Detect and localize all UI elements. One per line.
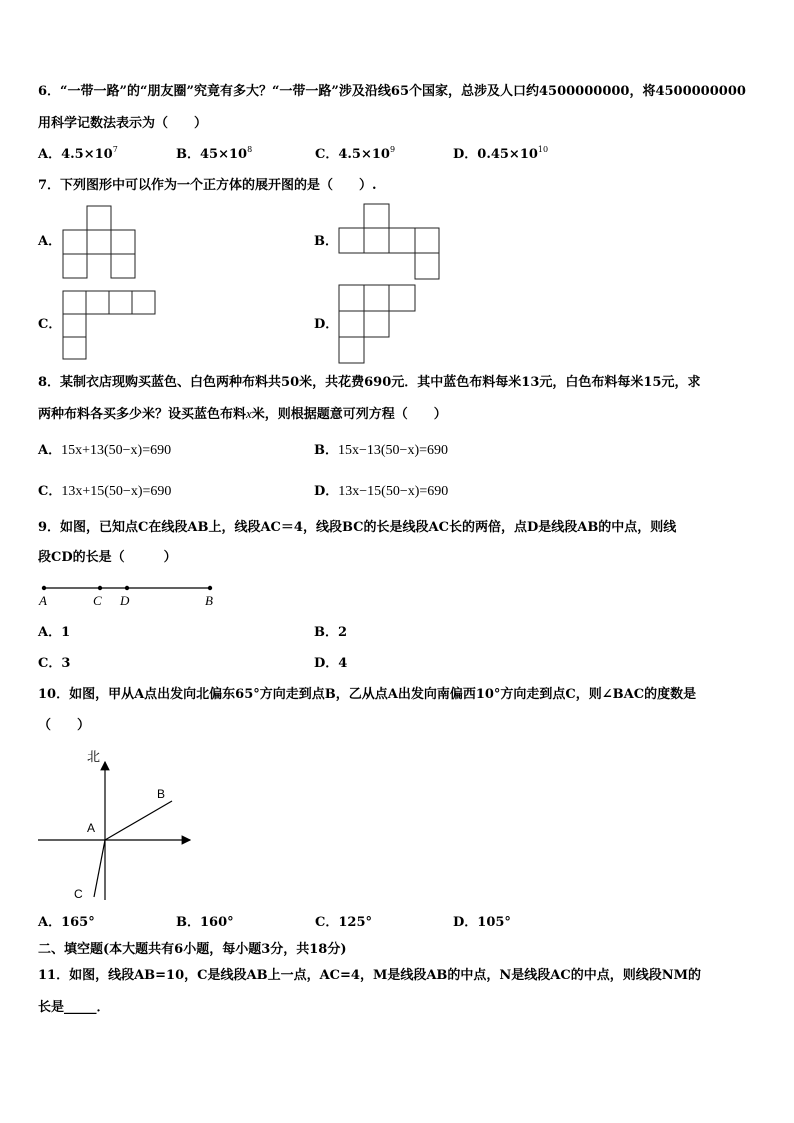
q6-stem-line2: 用科学记数法表示为（ ） (38, 116, 208, 131)
q7-net-a (62, 205, 140, 279)
q9-point-c-label: C (93, 593, 102, 608)
q9-point-b-label: B (205, 593, 213, 608)
q6-option-a (38, 147, 118, 163)
q10-option-c: C．125° (315, 915, 372, 930)
q9-option-d: D．4 (314, 656, 348, 671)
q7-label-a: A． (38, 234, 62, 249)
q8-option-c (38, 484, 171, 500)
q10-point-b-label: B (157, 787, 166, 801)
q9-stem-line2: 段CD的长是（ ） (38, 550, 177, 565)
q9-stem-line1: 9．如图，已知点C在线段AB上，线段AC＝4，线段BC的长是线段AC长的两倍，点D是线段AB的中点，则线 (38, 520, 677, 535)
q11-stem-line2: 长是_____． (38, 1000, 110, 1015)
q10-stem-line1: 10．如图，甲从A点出发向北偏东65°方向走到点B，乙从点A出发向南偏西10°方向走到点C，则∠BAC的度数是 (38, 687, 697, 702)
q8-stem-line1: 8．某制衣店现购买蓝色、白色两种布料共50米，共花费690元．其中蓝色布料每米13元，白色布料每米15元，求 (38, 375, 701, 390)
q6-option-b (176, 147, 252, 163)
q6-option-c-exponent: 9 (389, 145, 396, 154)
q8-stem-line2-pre: 两种布料各买多少米？设买蓝色布料 (38, 407, 247, 422)
q8-option-a-equation: 15x+13(50−x)=690 (61, 443, 172, 458)
q10-north-label: 北 (87, 750, 101, 765)
q8-option-c-label: C． (38, 484, 62, 499)
q7-label-d: D． (314, 317, 339, 332)
q10-point-c-label: C (74, 887, 83, 901)
q9-option-a: A．1 (38, 625, 71, 640)
q8-option-b-equation: 15x−13(50−x)=690 (338, 443, 449, 458)
q8-option-b-label: B． (314, 443, 338, 458)
q6-option-d-exponent: 10 (537, 145, 549, 154)
q6-option-c (315, 147, 395, 163)
q8-option-b (314, 443, 448, 459)
q9-point-c-dot (98, 586, 102, 590)
q8-option-d-label: D． (314, 484, 339, 499)
q8-variable-x: x (246, 406, 252, 421)
q10-point-a-label: A (87, 821, 96, 835)
q6-option-d (453, 147, 548, 163)
q6-option-b-text: B．45×10 (176, 147, 248, 162)
q8-stem-line2 (38, 406, 447, 423)
q8-option-d-equation: 13x−15(50−x)=690 (338, 484, 449, 499)
q10-direction-figure (36, 745, 196, 905)
q7-stem: 7．下列图形中可以作为一个正方体的展开图的是（ ）. (38, 178, 377, 193)
q7-net-b (338, 203, 442, 281)
q9-option-c: C．3 (38, 656, 71, 671)
q10-ray-ab (105, 801, 172, 840)
q10-option-a: A．165° (38, 915, 95, 930)
q9-segment-figure (34, 580, 224, 610)
q10-stem-line2: （ ） (38, 718, 91, 733)
q11-stem-line1: 11．如图，线段AB=10，C是线段AB上一点，AC=4，M是线段AB的中点，N是线段AC的中点，则线段NM的 (38, 968, 701, 983)
q10-option-d: D．105° (453, 915, 511, 930)
q6-option-c-text: C．4.5×10 (315, 147, 390, 162)
q8-option-d (314, 484, 448, 500)
q10-option-b: B．160° (176, 915, 234, 930)
q6-stem-line1: 6．“一带一路”的“朋友圈”究竟有多大？“一带一路”涉及沿线65个国家，总涉及人口约4500000000，将4500000000 (38, 84, 746, 99)
q7-net-d (338, 284, 418, 366)
q7-net-c (62, 290, 158, 362)
q8-option-a (38, 443, 171, 459)
q7-label-c: C． (38, 317, 62, 332)
q9-option-b: B．2 (314, 625, 348, 640)
q9-point-b-dot (208, 586, 212, 590)
q8-option-c-equation: 13x+15(50−x)=690 (61, 484, 172, 499)
q8-option-a-label: A． (38, 443, 62, 458)
q9-point-d-label: D (120, 593, 130, 608)
q10-ray-ac (94, 840, 105, 897)
q6-option-d-text: D．0.45×10 (453, 147, 538, 162)
q6-option-a-text: A．4.5×10 (38, 147, 113, 162)
q8-stem-line2-post: 米，则根据题意可列方程（ ） (251, 407, 447, 422)
q6-option-a-exponent: 7 (112, 145, 118, 154)
q7-label-b: B． (314, 234, 338, 249)
q9-point-d-dot (125, 586, 129, 590)
q9-point-a-label: A (39, 593, 47, 608)
q6-option-b-exponent: 8 (247, 145, 253, 154)
q9-point-a-dot (42, 586, 46, 590)
section-fill-in-heading: 二、填空题(本大题共有6小题，每小题3分，共18分) (38, 942, 347, 957)
